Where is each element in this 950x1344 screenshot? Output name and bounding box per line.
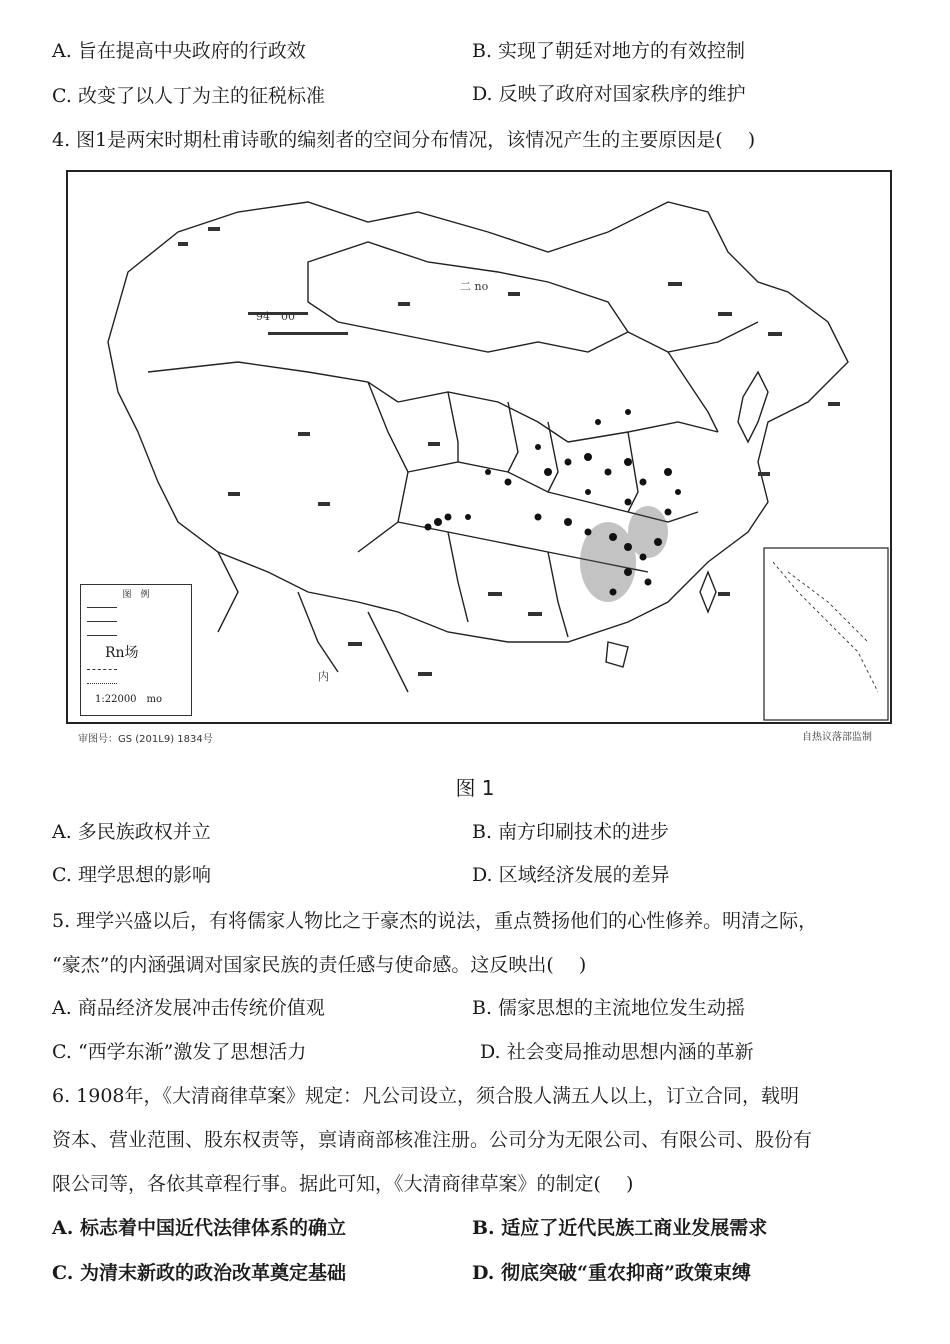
q4-option-b: B. 南方印刷技术的进步 (472, 821, 670, 843)
map-supervisor: 自热议落部监制 (802, 732, 872, 743)
q4-option-c: C. 理学思想的影响 (52, 864, 211, 886)
q3-option-d: D. 反映了政府对国家秩序的维护 (472, 83, 746, 105)
q4-stem: 4. 图1是两宋时期杜甫诗歌的编刻者的空间分布情况，该情况产生的主要原因是( ) (52, 129, 756, 151)
q6-option-a: A. 标志着中国近代法律体系的确立 (52, 1217, 346, 1239)
q6-line-2: 资本、营业范围、股东权责等，禀请商部核准注册。公司分为无限公司、有限公司、股份有 (52, 1129, 813, 1151)
legend-row (81, 600, 191, 614)
map-label-nei: 内 (318, 670, 329, 683)
map-legend (80, 584, 192, 716)
legend-title: 图 例 (122, 590, 150, 600)
legend-row (81, 614, 191, 628)
legend-row (81, 628, 191, 642)
q6-option-c: C. 为清末新政的政治改革奠定基础 (52, 1262, 347, 1284)
legend-scale: 1:22000 mo (95, 693, 163, 705)
map-label-er-no: 二 no (460, 280, 489, 293)
q5-line-2: “豪杰”的内涵强调对国家民族的责任感与使命感。这反映出( ) (52, 954, 587, 976)
q5-line-1: 5. 理学兴盛以后，有将儒家人物比之于豪杰的说法，重点赞扬他们的心性修养。明清之际， (52, 910, 818, 932)
q6-line-1: 6. 1908年，《大清商律草案》规定：凡公司设立，须合股人满五人以上，订立合同，载明 (52, 1085, 800, 1107)
legend-rn-label: Rn场 (105, 645, 139, 661)
q5-option-b: B. 儒家思想的主流地位发生动摇 (472, 997, 746, 1019)
q3-option-c: C. 改变了以人丁为主的征税标准 (52, 85, 325, 107)
map-figure (66, 170, 892, 724)
map-approval-number: 审图号：GS (201L9) 1834号 (78, 734, 213, 745)
q3-option-b: B. 实现了朝廷对地方的有效控制 (472, 40, 746, 62)
map-label-94: 94 00 (256, 310, 295, 323)
q4-option-d: D. 区域经济发展的差异 (472, 864, 670, 886)
figure-caption: 图 1 (455, 776, 495, 800)
q3-option-a: A. 旨在提高中央政府的行政效 (52, 40, 306, 62)
legend-row (81, 676, 191, 690)
q5-option-c: C. “西学东渐”激发了思想活力 (52, 1041, 307, 1063)
q5-option-a: A. 商品经济发展冲击传统价值观 (52, 997, 325, 1019)
q6-line-3: 限公司等，各依其章程行事。据此可知，《大清商律草案》的制定( ) (52, 1173, 634, 1195)
q5-option-d: D. 社会变局推动思想内涵的革新 (480, 1041, 754, 1063)
q4-option-a: A. 多民族政权并立 (52, 821, 211, 843)
q6-option-b: B. 适应了近代民族工商业发展需求 (472, 1217, 768, 1239)
q6-option-d: D. 彻底突破“重农抑商”政策束缚 (472, 1262, 751, 1284)
legend-row (81, 662, 191, 676)
